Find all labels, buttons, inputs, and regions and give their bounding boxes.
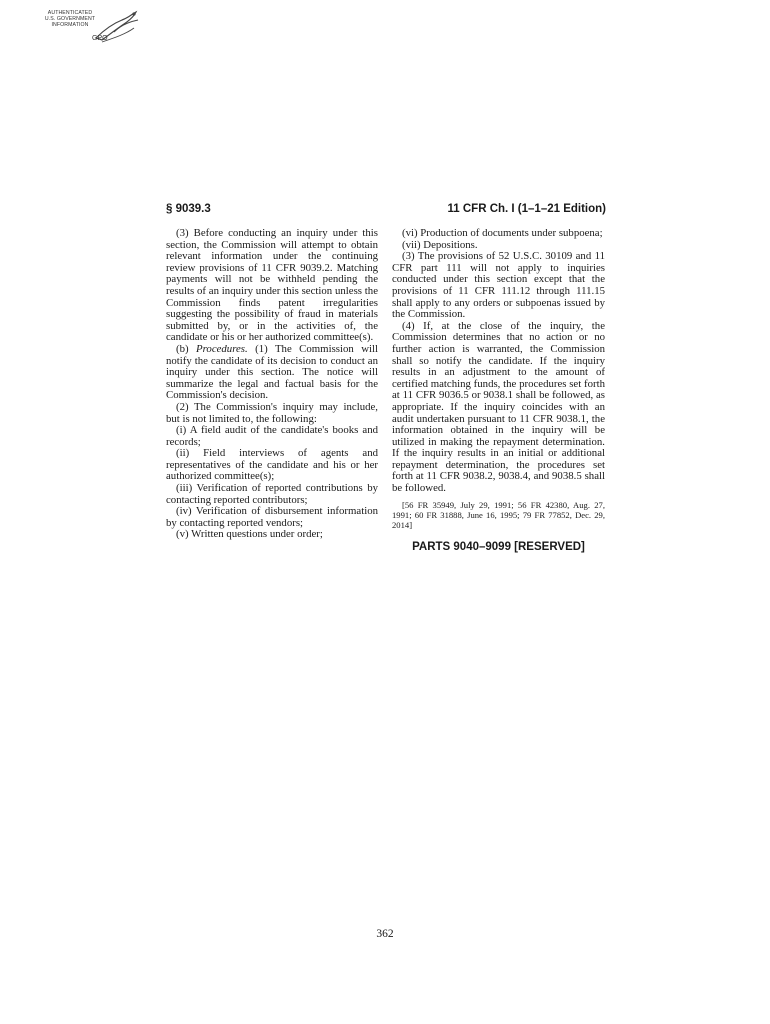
list-item: (ii) Field interviews of agents and representatives of the candidate and his or her authorized committee(s); (166, 447, 378, 483)
list-item: (iii) Verification of reported contributions by contacting reported contributors; (166, 482, 378, 506)
paragraph: (3) The provisions of 52 U.S.C. 30109 and 11 CFR part 111 will not apply to inquiries conducted under this section except that the provisions of 11 CFR 111.12 through 111.15 shall apply to any orders or subpoenas issued by the Commission. (392, 250, 605, 321)
procedures-paragraph (166, 344, 378, 402)
left-column (166, 228, 378, 541)
logo-line-2: U.S. GOVERNMENT (44, 16, 96, 22)
logo-line-1: AUTHENTICATED (47, 10, 93, 16)
right-column (392, 228, 605, 553)
gpo-authentication-logo (30, 6, 142, 48)
paragraph: (2) The Commission's inquiry may include, but is not limited to, the following: (166, 400, 378, 425)
running-header (166, 203, 606, 219)
procedures-heading: Procedures. (196, 342, 248, 355)
header-title: 11 CFR Ch. I (1–1–21 Edition) (447, 203, 606, 215)
list-item: (v) Written questions under order; (176, 528, 323, 541)
procedures-text: (1) The Commission will notify the candidate of its decision to conduct an inquiry under this section. The notice will summarize the legal and factual basis for the Commission's decision. (166, 342, 379, 402)
paragraph: (3) Before conducting an inquiry under this section, the Commission will attempt to obtain relevant information under the continuing review provisions of 11 CFR 9039.2. Matching payments will not be withheld pending the results of an inquiry under this section unless the Commission finds patent irregularities suggesting the possibility of fraud in materials submitted by, or in the activities of, the candidate or his or her authorized committee(s). (166, 227, 378, 344)
list-item: (vi) Production of documents under subpoena; (402, 227, 603, 239)
source-citation: [56 FR 35949, July 29, 1991; 56 FR 42380, Aug. 27, 1991; 60 FR 31888, June 16, 1995; 79 FR 77852, Dec. 29, 2014] (392, 499, 605, 530)
list-item: (iv) Verification of disbursement information by contacting reported vendors; (166, 505, 378, 529)
procedures-prefix: (b) (176, 342, 189, 355)
parts-heading: PARTS 9040–9099 [RESERVED] (412, 540, 585, 553)
section-number: § 9039.3 (166, 203, 211, 215)
logo-line-3: INFORMATION (51, 22, 89, 28)
paragraph: (4) If, at the close of the inquiry, the Commission determines that no action or no further action is warranted, the Commission shall so notify the candidate. If the inquiry results in an adjustment to the amount of certified matching funds, the procedures set forth at 11 CFR 9036.5 or 9038.1 shall be followed, as appropriate. If the inquiry coincides with an audit undertaken pursuant to 11 CFR 9038.1, the information obtained in the inquiry will be utilized in making the repayment determination. If the inquiry results in an initial or additional repayment determination, the procedures set forth at 11 CFR 9038.2, 9038.4, and 9038.5 shall be followed. (392, 319, 605, 495)
page-number: 362 (376, 928, 394, 940)
list-item: (vii) Depositions. (402, 238, 478, 251)
logo-gpo-text: GPO (92, 35, 108, 42)
list-item: (i) A field audit of the candidate's books and records; (166, 424, 378, 448)
